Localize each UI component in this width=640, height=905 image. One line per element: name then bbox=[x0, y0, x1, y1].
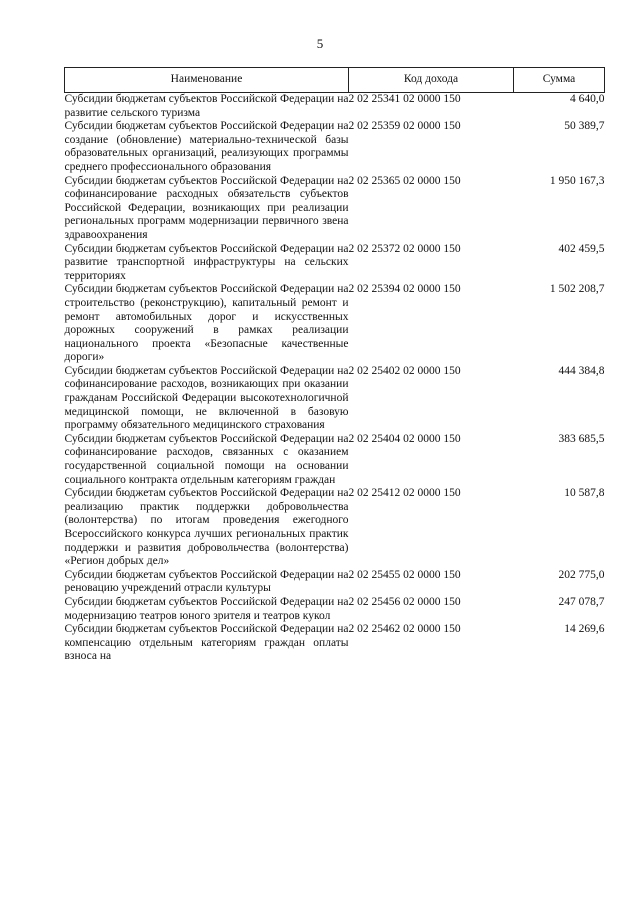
table-header bbox=[65, 68, 605, 93]
row-name: Субсидии бюджетам субъектов Российской Федерации на софинансирование расходов, возникающих при оказании гражданам Российской Федерации высокотехнологичной медицинской помощи, не включенной в базовую программу обязательного медицинского страхования bbox=[64, 364, 349, 432]
row-code: 2 02 25455 02 0000 150 bbox=[348, 568, 461, 581]
row-name: Субсидии бюджетам субъектов Российской Федерации на создание (обновление) материально-технической базы образовательных организаций, реализующих программы среднего профессионального образования bbox=[64, 120, 349, 173]
table-row bbox=[65, 283, 605, 365]
row-name: Субсидии бюджетам субъектов Российской Федерации на реновацию учреждений отрасли культуры bbox=[64, 568, 349, 595]
row-code: 2 02 25404 02 0000 150 bbox=[348, 432, 461, 445]
row-sum: 402 459,5 bbox=[558, 242, 605, 255]
row-code: 2 02 25341 02 0000 150 bbox=[348, 93, 461, 105]
row-sum: 1 950 167,3 bbox=[549, 174, 605, 187]
row-sum: 247 078,7 bbox=[558, 595, 605, 608]
row-sum: 10 587,8 bbox=[564, 487, 605, 500]
row-sum: 383 685,5 bbox=[558, 432, 605, 445]
row-code: 2 02 25359 02 0000 150 bbox=[348, 120, 461, 133]
row-code: 2 02 25462 02 0000 150 bbox=[348, 623, 461, 636]
row-sum: 1 502 208,7 bbox=[549, 283, 605, 296]
row-name: Субсидии бюджетам субъектов Российской Федерации на софинансирование расходных обязательств субъектов Российской Федерации, возникающих при реализации региональных программ модернизации первичного звена здравоохранения bbox=[64, 174, 349, 241]
revenue-table bbox=[64, 67, 605, 664]
row-sum: 202 775,0 bbox=[558, 568, 605, 581]
row-name: Субсидии бюджетам субъектов Российской Федерации на компенсацию отдельным категориям граждан оплаты взноса на bbox=[64, 623, 349, 663]
row-code: 2 02 25365 02 0000 150 bbox=[348, 174, 461, 187]
row-sum: 444 384,8 bbox=[558, 364, 605, 377]
row-code: 2 02 25402 02 0000 150 bbox=[348, 364, 461, 377]
row-name: Субсидии бюджетам субъектов Российской Федерации на развитие транспортной инфраструктуры на сельских территориях bbox=[64, 242, 349, 282]
header-row bbox=[65, 68, 605, 93]
row-sum: 14 269,6 bbox=[564, 623, 605, 636]
row-code: 2 02 25456 02 0000 150 bbox=[348, 595, 461, 608]
table-body bbox=[65, 93, 605, 664]
page-number: 5 bbox=[316, 36, 324, 51]
header-sum: Сумма bbox=[514, 68, 605, 93]
header-name: Наименование bbox=[65, 68, 349, 93]
row-name: Субсидии бюджетам субъектов Российской Федерации на реализацию практик поддержки добровольчества (волонтерства) по итогам проведения ежегодного Всероссийского конкурса лучших региональных практик поддержки и развития добровольчества (волонтерства) «Регион добрых дел» bbox=[64, 487, 349, 568]
row-code: 2 02 25394 02 0000 150 bbox=[348, 283, 461, 296]
row-name: Субсидии бюджетам субъектов Российской Федерации на строительство (реконструкцию), капитальный ремонт и ремонт автомобильных дорог и искусственных дорожных сооружений в рамках реализации национального проекта «Безопасные качественные дороги» bbox=[64, 283, 349, 364]
table-row bbox=[65, 596, 605, 623]
row-sum: 4 640,0 bbox=[570, 93, 605, 105]
table-row bbox=[65, 120, 605, 174]
row-name: Субсидии бюджетам субъектов Российской Федерации на модернизацию театров юного зрителя и театров кукол bbox=[64, 595, 349, 622]
table-row bbox=[65, 93, 605, 121]
table-row bbox=[65, 175, 605, 243]
table-row bbox=[65, 243, 605, 284]
table-row bbox=[65, 623, 605, 664]
row-name: Субсидии бюджетам субъектов Российской Федерации на софинансирование расходов, связанных с оказанием государственной социальной помощи на основании социального контракта отдельным категориям граждан bbox=[64, 432, 349, 486]
table-row bbox=[65, 487, 605, 569]
table-row bbox=[65, 433, 605, 487]
table-row bbox=[65, 569, 605, 596]
header-code: Код дохода bbox=[349, 68, 514, 93]
row-name: Субсидии бюджетам субъектов Российской Федерации на развитие сельского туризма bbox=[64, 93, 349, 119]
row-code: 2 02 25412 02 0000 150 bbox=[348, 487, 461, 500]
row-sum: 50 389,7 bbox=[564, 120, 605, 133]
table-row bbox=[65, 365, 605, 433]
row-code: 2 02 25372 02 0000 150 bbox=[348, 242, 461, 255]
